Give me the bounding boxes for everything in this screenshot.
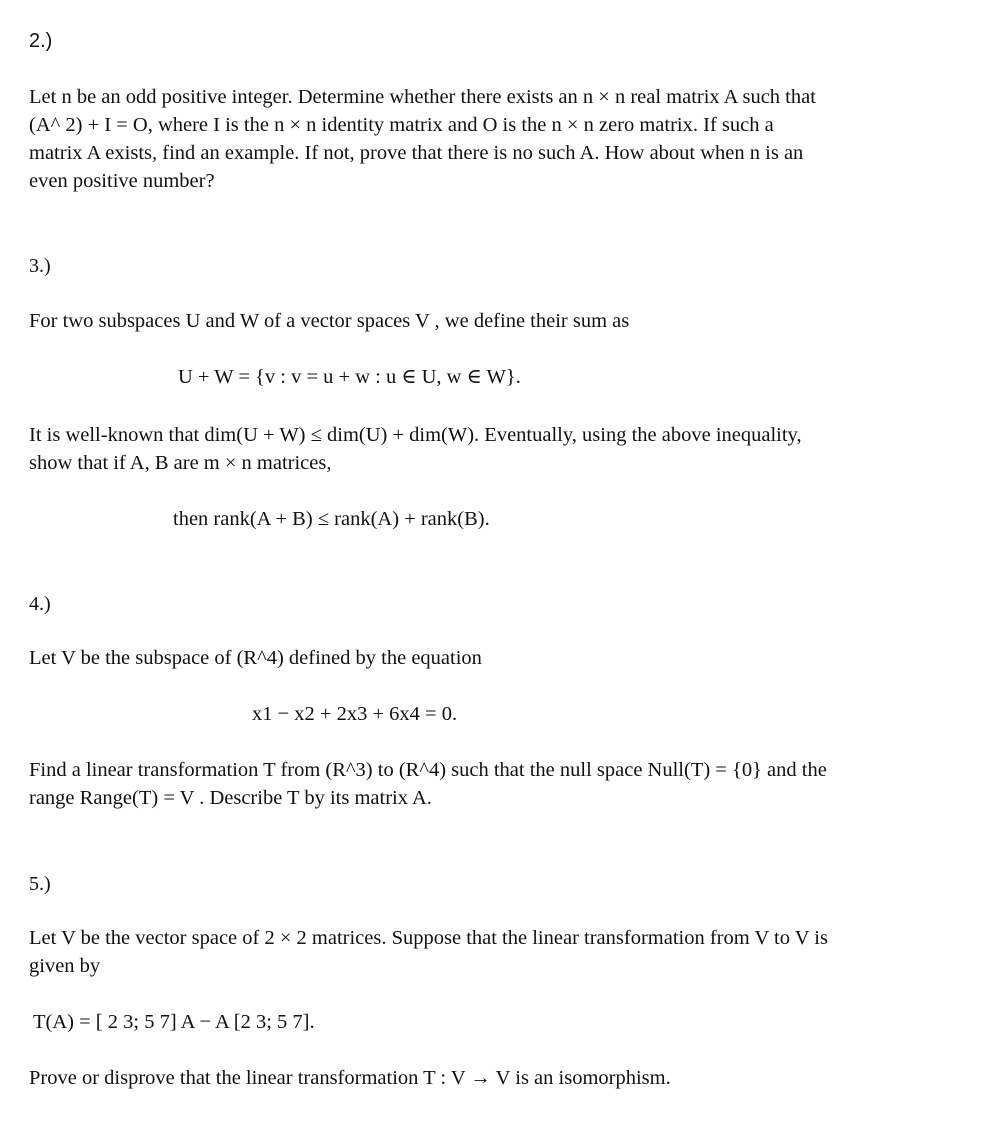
problem-5-text-line-1: Let V be the vector space of 2 × 2 matrices. Suppose that the linear transformation from V to V is (29, 927, 828, 949)
problem-3-equation: U + W = {v : v = u + w : u ∈ U, w ∈ W}. (178, 366, 521, 388)
problem-5-text-line-2: given by (29, 955, 101, 977)
problem-2-text-line-1: Let n be an odd positive integer. Determine whether there exists an n × n real matrix A such that (29, 86, 816, 108)
problem-4-text-line-1: Find a linear transformation T from (R^3) to (R^4) such that the null space Null(T) = {0} and the (29, 759, 827, 781)
problem-3-number: 3.) (29, 255, 51, 277)
problem-5-equation: T(A) = [ 2 3; 5 7] A − A [2 3; 5 7]. (33, 1011, 315, 1033)
problem-2-text-line-3: matrix A exists, find an example. If not, prove that there is no such A. How about when n is an (29, 142, 804, 164)
problem-2-number: 2.) (29, 30, 53, 52)
problem-5-number: 5.) (29, 873, 51, 895)
problem-2-text-line-4: even positive number? (29, 170, 215, 192)
problem-4-intro: Let V be the subspace of (R^4) defined by the equation (29, 647, 482, 669)
problem-5-question: Prove or disprove that the linear transformation T : V → V is an isomorphism. (29, 1067, 671, 1089)
problem-3-conclusion: then rank(A + B) ≤ rank(A) + rank(B). (173, 508, 490, 530)
problem-4-number: 4.) (29, 593, 51, 615)
problem-2-text-line-2: (A^ 2) + I = O, where I is the n × n identity matrix and O is the n × n zero matrix. If such a (29, 114, 774, 136)
problem-4-equation: x1 − x2 + 2x3 + 6x4 = 0. (252, 703, 458, 725)
problem-4-text-line-2: range Range(T) = V . Describe T by its matrix A. (29, 787, 432, 809)
problem-3-text-line-1: It is well-known that dim(U + W) ≤ dim(U) + dim(W). Eventually, using the above inequality, (29, 424, 802, 446)
problem-3-intro: For two subspaces U and W of a vector spaces V , we define their sum as (29, 310, 630, 332)
problem-3-text-line-2: show that if A, B are m × n matrices, (29, 452, 332, 474)
